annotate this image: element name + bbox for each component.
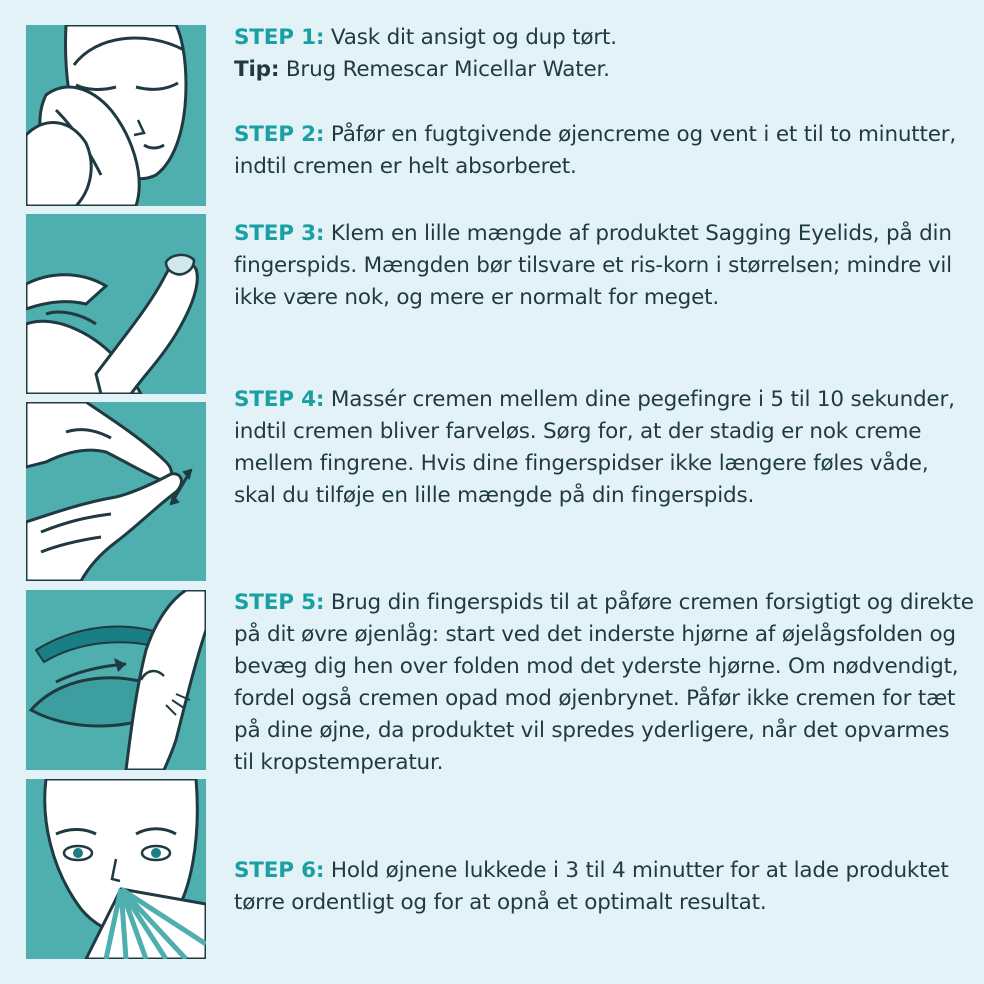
illustration-panel-1 <box>26 25 206 206</box>
illustration-panel-2 <box>26 214 206 394</box>
step-text: Massér cremen mellem dine pegefingre i 5 til 10 sekunder, indtil cremen bliver farveløs. Sørg for, at der stadig er nok creme mellem fingrene. Hvis dine fingerspidser ikke længere føles våde, skal du tilføje en lille mængde på din fingerspids. <box>234 387 955 508</box>
step-label: STEP 6: <box>234 858 325 883</box>
step-4 <box>234 384 974 512</box>
step-2 <box>234 119 974 183</box>
step-text: Brug din fingerspids til at påføre cremen forsigtigt og direkte på dit øvre øjenlåg: start ved det inderste hjørne af øjelågsfolden og bevæg dig hen over folden mod det yderste hjørne. Om nødvendigt, fordel også cremen opad mod øjenbrynet. Påfør ikke cremen for tæt på dine øjne, da produktet vil spredes yderligere, når det opvarmes til kropstemperatur. <box>234 590 974 775</box>
step-5 <box>234 587 974 779</box>
step-1 <box>234 22 974 86</box>
illustration-panel-4 <box>26 590 206 770</box>
finger-applying-eyelid-icon <box>26 590 206 770</box>
tip-label: Tip: <box>234 57 280 82</box>
fingertips-massaging-icon <box>26 402 206 581</box>
step-label: STEP 3: <box>234 221 325 246</box>
face-eyes-with-fan-icon <box>26 779 206 959</box>
step-label: STEP 2: <box>234 122 325 147</box>
step-label: STEP 1: <box>234 25 325 50</box>
tip-text: Brug Remescar Micellar Water. <box>285 57 610 82</box>
step-text: Klem en lille mængde af produktet Sagging Eyelids, på din fingerspids. Mængden bør tilsvare et ris-korn i størrelsen; mindre vil ikke være nok, og mere er normalt for meget. <box>234 221 952 310</box>
step-text: Påfør en fugtgivende øjencreme og vent i et til to minutter, indtil cremen er helt absorberet. <box>234 122 957 179</box>
step-label: STEP 4: <box>234 387 325 412</box>
step-3 <box>234 218 974 314</box>
illustration-panel-5 <box>26 779 206 959</box>
step-label: STEP 5: <box>234 590 325 615</box>
step-text: Hold øjnene lukkede i 3 til 4 minutter for at lade produktet tørre ordentligt og for at opnå et optimalt resultat. <box>234 858 949 915</box>
illustration-panel-3 <box>26 402 206 581</box>
face-washing-with-pad-icon <box>26 25 206 206</box>
fingertip-with-cream-icon <box>26 214 206 394</box>
step-6 <box>234 855 974 919</box>
step-text: Vask dit ansigt og dup tørt. <box>330 25 617 50</box>
